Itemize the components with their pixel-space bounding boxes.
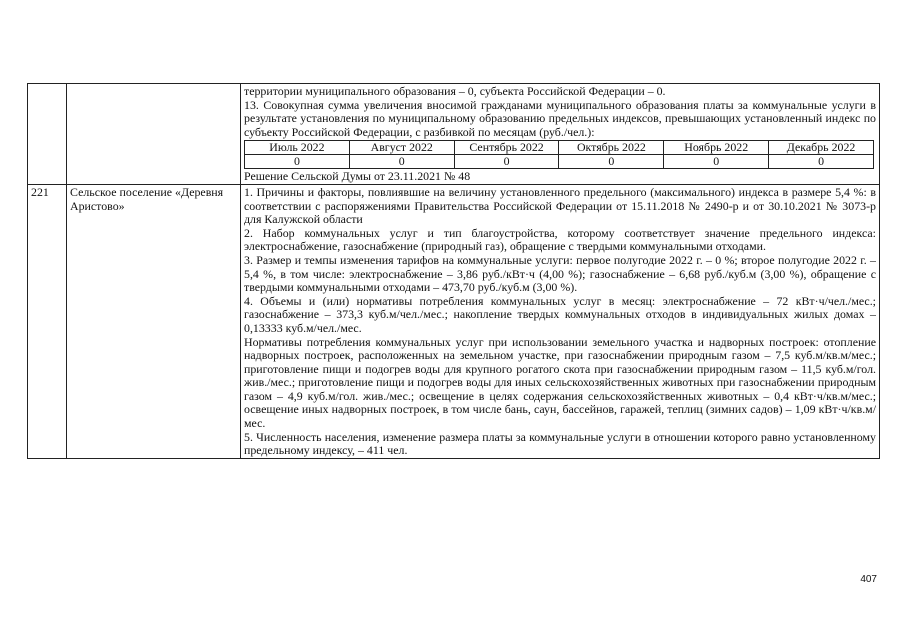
tariff-table [27,83,880,459]
text-paragraph: 3. Размер и темпы изменения тарифов на коммунальные услуги: первое полугодие 2022 г. – 0 %; второе полугодие 2022 г. – 5,4 %, в том числе: электроснабжение – 3,86 руб./кВт·ч (4,00 %); газоснабжение – 6,68 руб./куб.м (3,00 %), обращение с твердыми коммунальными отходами – 473,70 руб./куб.м (3,00 %). [244,252,876,295]
text-paragraph: Нормативы потребления коммунальных услуг при использовании земельного участка и надворных построек: отопление надворных построек, расположенных на земельном участке, при газоснабжении природным газом – 7,5 куб.м/кв.м/мес.; приготовление пищи и подогрев воды для крупного рогатого скота при газоснабжении природным газом – 11,5 куб.м/гол. жив./мес.; приготовление пищи и подогрев воды для иных сельскохозяйственных животных при газоснабжении природным газом – 4,9 куб.м/гол. жив./мес.; освещение в целях содержания сельскохозяйственных животных – 0,4 кВт·ч/кв.м/мес.; освещение иных надворных построек, в том числе бань, саун, бассейнов, гаражей, теплиц (зимних садов) – 1,09 кВт·ч/кв.м/мес. [244,334,876,431]
row-number-cell: 221 [28,184,67,458]
row-number-cell [28,84,67,185]
text-paragraph: территории муниципального образования – 0, субъекта Российской Федерации – 0. [244,84,666,98]
month-value: 0 [769,155,874,169]
month-header: Октябрь 2022 [559,141,664,155]
text-paragraph: 1. Причины и факторы, повлиявшие на величину установленного предельного (максимального) индекса в размере 5,4 %: в соответствии с распоряжениями Правительства Российской Федерации от 15.11.2018 № 2490-р и от 30.10.2021 № 3073-р для Калужской области [244,184,876,227]
month-header: Июль 2022 [245,141,350,155]
month-header: Ноябрь 2022 [664,141,769,155]
table-row [245,141,874,155]
table-row [28,184,880,458]
text-paragraph: 5. Численность населения, изменение размера платы за коммунальные услуги в отношении которого равно установленному предельному индексу, – 411 чел. [244,429,876,458]
month-header: Август 2022 [349,141,454,155]
table-row [28,84,880,185]
month-value: 0 [559,155,664,169]
month-value: 0 [664,155,769,169]
municipality-cell: Сельское поселение «Деревня Аристово» [67,184,241,458]
page-number: 407 [860,574,877,585]
text-paragraph: 4. Объемы и (или) нормативы потребления коммунальных услуг в месяц: электроснабжение – 72 кВт·ч/чел./мес.; газоснабжение – 373,3 куб.м/чел./мес.; накопление твердых коммунальных отходов в индивидуальных жилых домах – 0,13333 куб.м/чел./мес. [244,293,876,335]
month-value: 0 [245,155,350,169]
details-cell [241,184,880,458]
month-header: Сентябрь 2022 [454,141,559,155]
month-value: 0 [454,155,559,169]
monthly-sum-table [244,140,874,169]
details-cell [241,84,880,185]
text-paragraph: 2. Набор коммунальных услуг и тип благоустройства, которому соответствует значение предельного индекса: электроснабжение, газоснабжение (природный газ), обращение с твердыми коммунальными отходами. [244,225,876,254]
table-row [245,155,874,169]
decision-text: Решение Сельской Думы от 23.11.2021 № 48 [244,169,471,184]
municipality-cell [67,84,241,185]
month-value: 0 [349,155,454,169]
text-paragraph: 13. Совокупная сумма увеличения вносимой гражданами муниципального образования платы за коммунальные услуги в результате установления по муниципальному образованию предельных индексов, превышающих установленный индекс по субъекту Российской Федерации, с разбивкой по месяцам (руб./чел.): [244,97,876,139]
month-header: Декабрь 2022 [769,141,874,155]
